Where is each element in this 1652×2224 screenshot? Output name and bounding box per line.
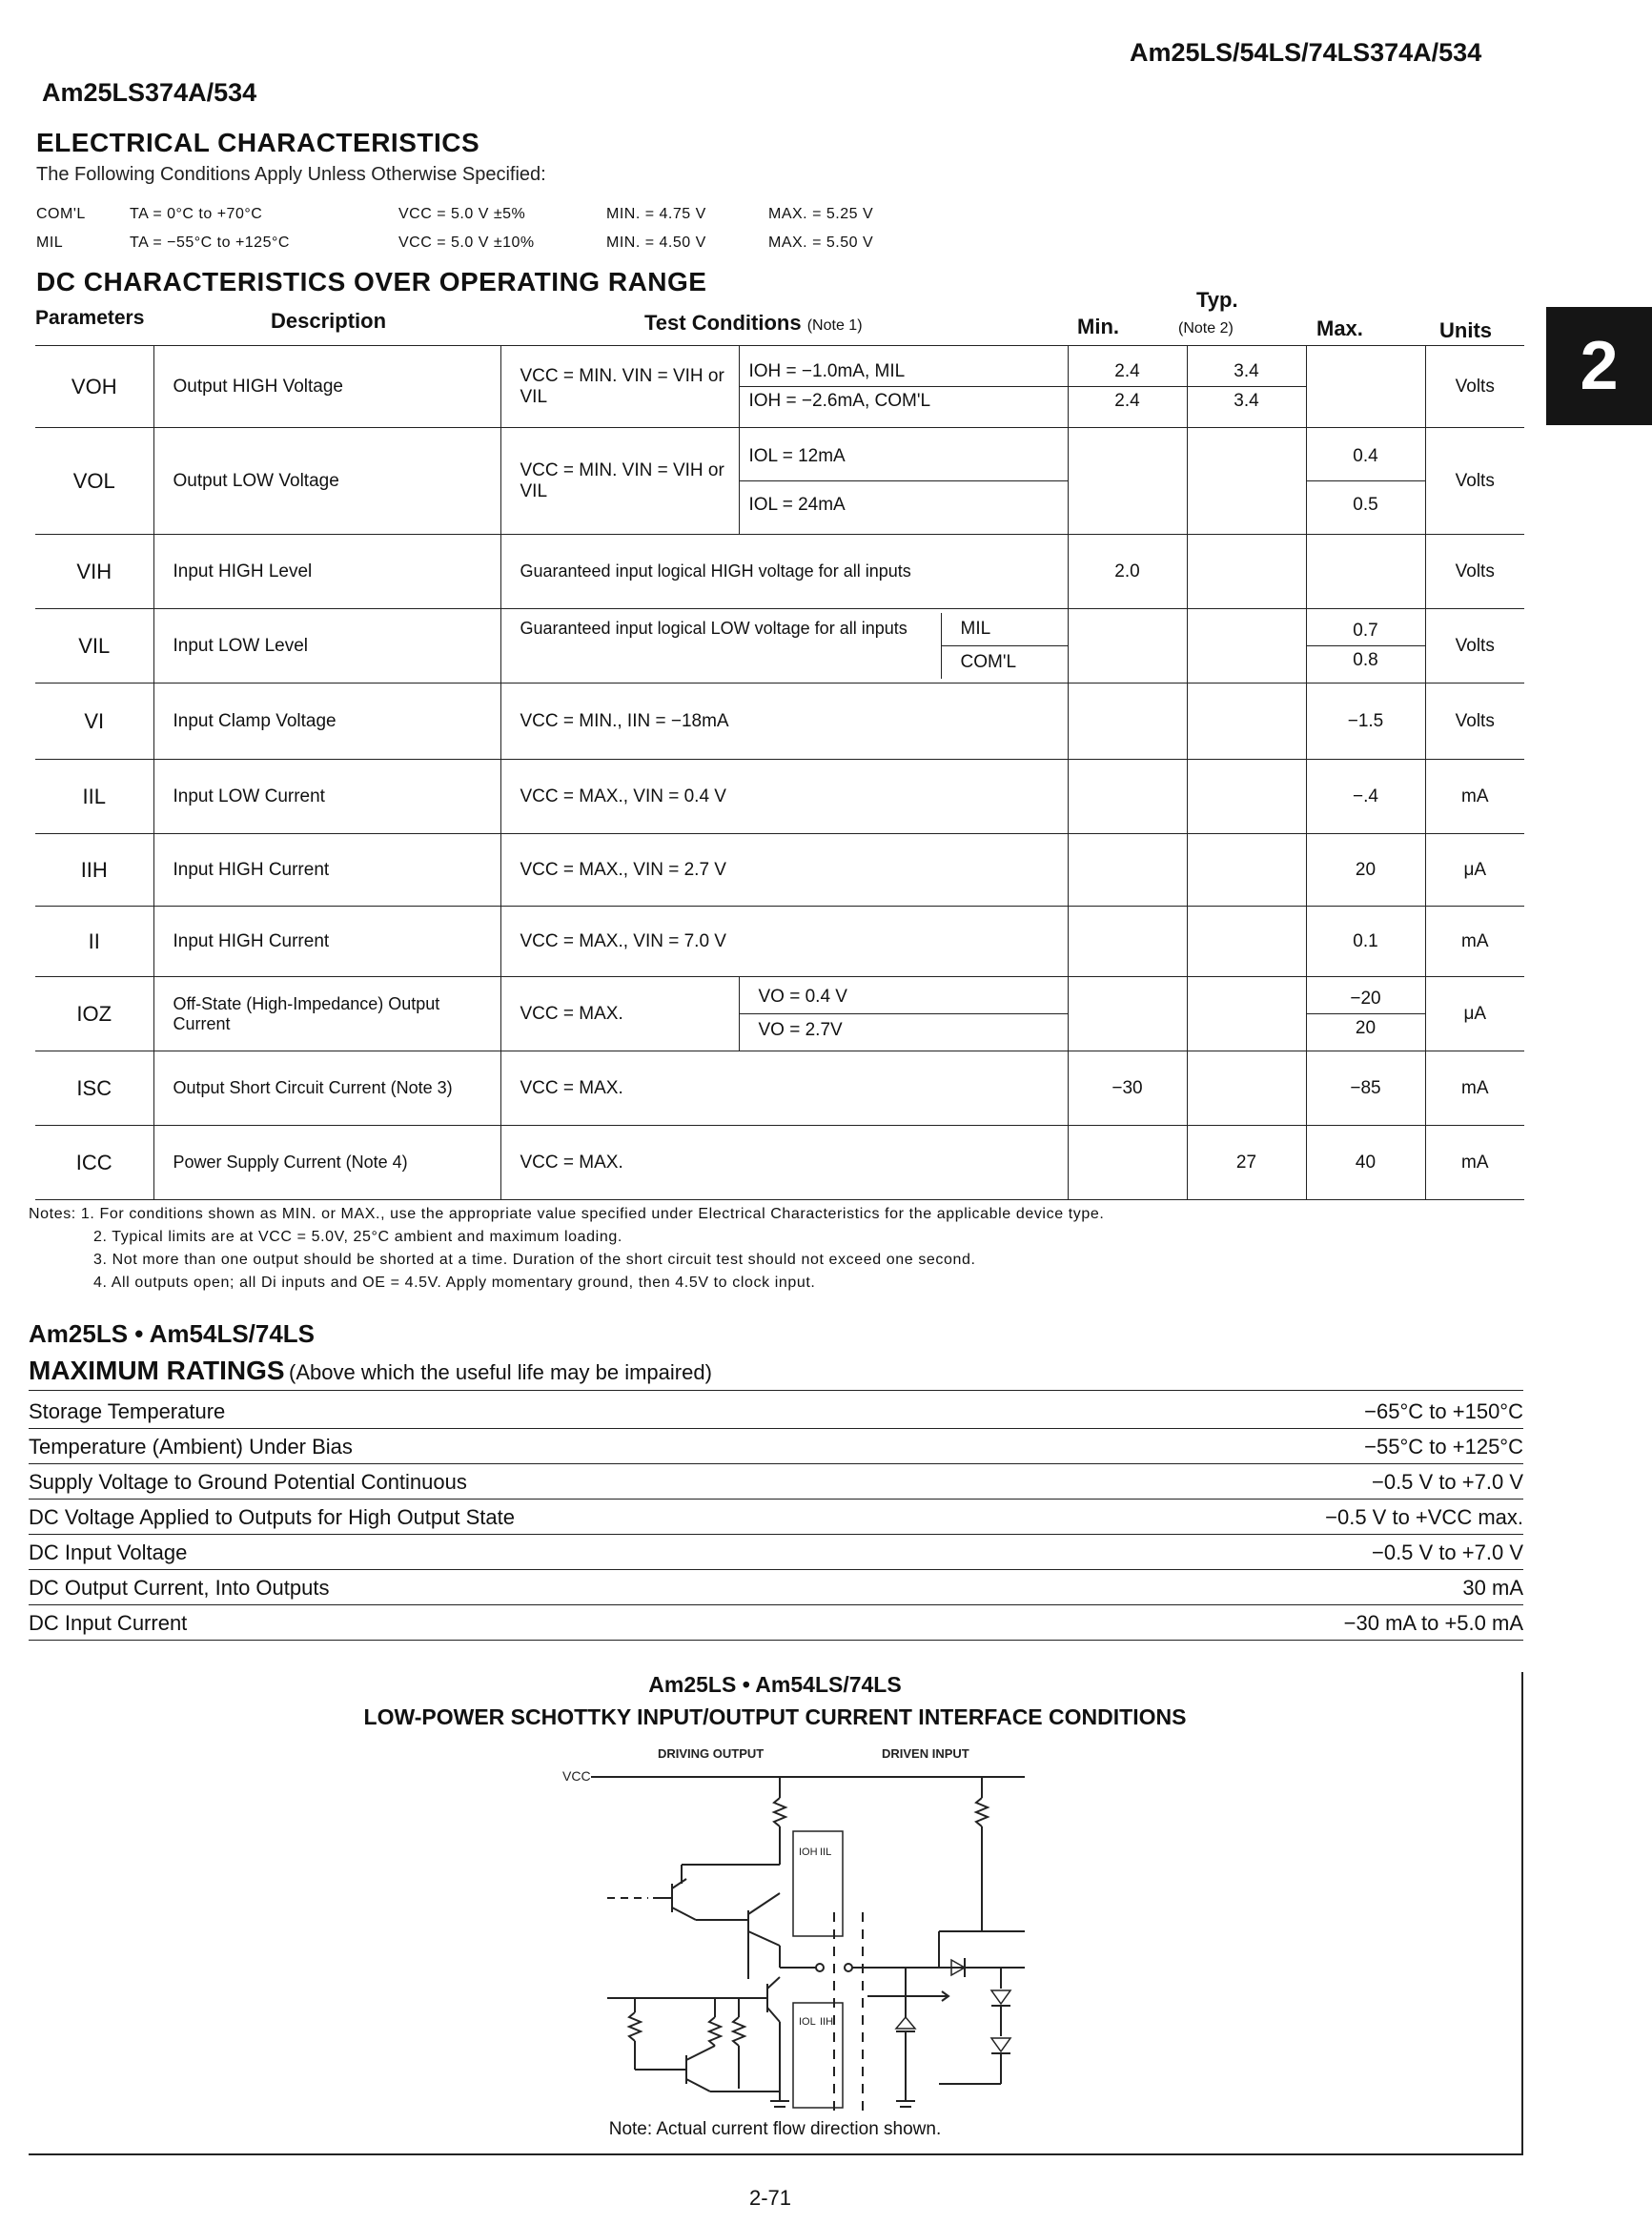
rating-row: DC Voltage Applied to Outputs for High Output State −0.5 V to +VCC max. [29, 1500, 1523, 1535]
col-test-conditions: Test Conditions (Note 1) [644, 311, 863, 335]
interface-title: LOW-POWER SCHOTTKY INPUT/OUTPUT CURRENT INTERFACE CONDITIONS [363, 1704, 1187, 1729]
electrical-title: ELECTRICAL CHARACTERISTICS [36, 128, 480, 157]
row-vol: VOL Output LOW Voltage VCC = MIN. VIN = VIH or VIL IOL = 12mA IOL = 24mA 0.4 0.5 Volts [35, 428, 1524, 535]
part-number-header-left: Am25LS374A/534 [42, 78, 257, 107]
rating-row: DC Input Voltage −0.5 V to +7.0 V [29, 1535, 1523, 1570]
section-tab: 2 [1546, 307, 1652, 425]
row-ioz: IOZ Off-State (High-Impedance) Output Current VCC = MAX. VO = 0.4 V VO = 2.7V −20 20 μA [35, 977, 1524, 1051]
notes: Notes: 1. For conditions shown as MIN. or MAX., use the appropriate value specified under Electrical Characteristics for the applicable device type. 2. Typical limits are at VCC = 5.0V, 25°C ambient and maximum loading. 3. Not more than one output should be shorted at a time. Duration of the short circuit test should not exceed one second. 4. All outputs open; all Di inputs and OE = 4.5V. Apply momentary ground, then 4.5V to clock input. [29, 1206, 1105, 1291]
row-vi: VI Input Clamp Voltage VCC = MIN., IIN = −18mA −1.5 Volts [35, 684, 1524, 760]
interface-schematic [505, 1741, 1039, 2122]
row-ii: II Input HIGH Current VCC = MAX., VIN = 7.0 V 0.1 mA [35, 907, 1524, 977]
dc-title: DC CHARACTERISTICS OVER OPERATING RANGE [36, 267, 707, 296]
interface-conditions-box [29, 1672, 1523, 2155]
interface-family: Am25LS • Am54LS/74LS [648, 1672, 902, 1697]
svg-text:DRIVEN INPUT: DRIVEN INPUT [882, 1746, 969, 1761]
sym-voh: VOH [35, 346, 153, 428]
col-units: Units [1439, 318, 1492, 342]
max-ratings-heading: MAXIMUM RATINGS (Above which the useful life may be impaired) [29, 1356, 712, 1385]
row-vih: VIH Input HIGH Level Guaranteed input logical HIGH voltage for all inputs 2.0 Volts [35, 535, 1524, 609]
dc-characteristics-table [35, 345, 1524, 1200]
col-min: Min. [1077, 315, 1119, 338]
rating-row: Storage Temperature −65°C to +150°C [29, 1394, 1523, 1429]
electrical-subtitle: The Following Conditions Apply Unless Otherwise Specified: [36, 164, 546, 185]
interface-note: Note: Actual current flow direction shown. [608, 2119, 942, 2139]
svg-text:IIH: IIH [820, 2016, 834, 2028]
rating-row: DC Input Current −30 mA to +5.0 mA [29, 1605, 1523, 1641]
row-icc: ICC Power Supply Current (Note 4) VCC = MAX. 27 40 mA [35, 1126, 1524, 1200]
row-voh: VOH Output HIGH Voltage VCC = MIN. VIN = VIH or VIL IOH = −1.0mA, MIL IOH = −2.6mA, COM'L 2.4 2.4 3.4 3.4 Volts [35, 346, 1524, 428]
rating-row: Supply Voltage to Ground Potential Continuous −0.5 V to +7.0 V [29, 1464, 1523, 1500]
col-max: Max. [1316, 316, 1363, 340]
svg-text:IOL: IOL [799, 2016, 816, 2028]
row-iih: IIH Input HIGH Current VCC = MAX., VIN = 2.7 V 20 μA [35, 834, 1524, 907]
max-ratings-family: Am25LS • Am54LS/74LS [29, 1319, 316, 1348]
col-typ: Typ. [1196, 288, 1238, 312]
col-description: Description [271, 309, 387, 333]
max-ratings-rule [29, 1390, 1523, 1391]
row-iil: IIL Input LOW Current VCC = MAX., VIN = 0.4 V −.4 mA [35, 760, 1524, 834]
svg-text:IIL: IIL [820, 1847, 832, 1858]
rating-row: DC Output Current, Into Outputs 30 mA [29, 1570, 1523, 1605]
svg-text:IOH: IOH [799, 1847, 818, 1858]
page-number: 2-71 [749, 2186, 792, 2210]
svg-text:DRIVING OUTPUT: DRIVING OUTPUT [658, 1746, 765, 1761]
row-vil: VIL Input LOW Level Guaranteed input logical LOW voltage for all inputs MIL COM'L 0.7 0.8 Volts [35, 609, 1524, 684]
row-isc: ISC Output Short Circuit Current (Note 3) VCC = MAX. −30 −85 mA [35, 1051, 1524, 1126]
rating-row: Temperature (Ambient) Under Bias −55°C to +125°C [29, 1429, 1523, 1464]
svg-text:VCC: VCC [562, 1768, 591, 1784]
part-number-header-right: Am25LS/54LS/74LS374A/534 [1130, 38, 1482, 67]
col-note2: (Note 2) [1178, 320, 1234, 337]
col-parameters: Parameters [35, 307, 145, 329]
